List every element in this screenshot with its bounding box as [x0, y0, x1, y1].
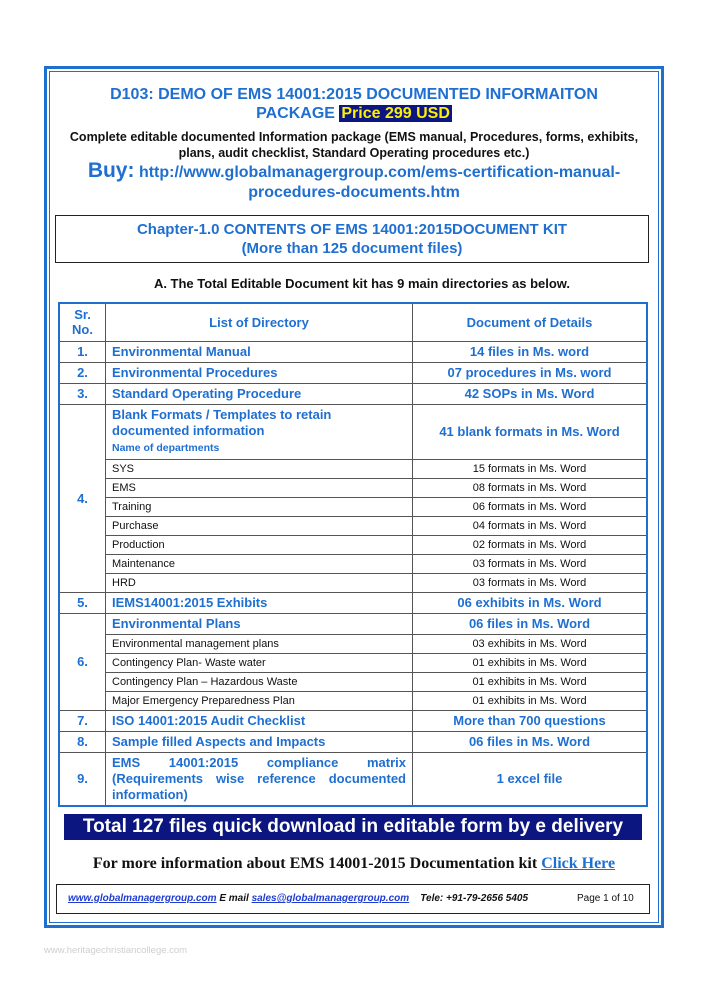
- row-number: 5.: [59, 592, 106, 613]
- table-header-row: [59, 303, 647, 341]
- table-row: [59, 710, 647, 731]
- row-document: 41 blank formats in Ms. Word: [413, 404, 648, 459]
- sub-row-document: 03 formats in Ms. Word: [413, 573, 648, 592]
- chapter-subtitle: (More than 125 document files): [241, 240, 463, 257]
- sub-row: [59, 478, 647, 497]
- row-document: 06 exhibits in Ms. Word: [413, 592, 648, 613]
- chapter-heading-box: [55, 215, 649, 263]
- buy-section: [60, 161, 648, 203]
- sub-row: [59, 672, 647, 691]
- departments-note: Name of departments: [112, 442, 220, 454]
- header-list-of-directory: List of Directory: [106, 303, 413, 341]
- sub-row: [59, 535, 647, 554]
- table-row: [59, 383, 647, 404]
- row-number: 4.: [59, 404, 106, 592]
- row-directory: Environmental Procedures: [106, 362, 413, 383]
- sub-row-document: 15 formats in Ms. Word: [413, 459, 648, 478]
- page-number: Page 1 of 10: [577, 893, 634, 904]
- sub-row-document: 08 formats in Ms. Word: [413, 478, 648, 497]
- row-number: 7.: [59, 710, 106, 731]
- title-line-2: PACKAGE: [256, 105, 340, 122]
- row-directory: [106, 404, 413, 459]
- sub-row-document: 06 formats in Ms. Word: [413, 497, 648, 516]
- row-number: 6.: [59, 613, 106, 710]
- table-row: [59, 362, 647, 383]
- row-directory: EMS 14001:2015 compliance matrix (Requirements wise reference documented information): [106, 752, 413, 806]
- sub-row-name: Major Emergency Preparedness Plan: [106, 691, 413, 710]
- footer-email-label: E mail: [216, 893, 252, 904]
- row-directory: Standard Operating Procedure: [106, 383, 413, 404]
- title-line-1: D103: DEMO OF EMS 14001:2015 DOCUMENTED INFORMAITON: [110, 86, 598, 103]
- row-document: 42 SOPs in Ms. Word: [413, 383, 648, 404]
- row-number: 8.: [59, 731, 106, 752]
- row-directory: Environmental Manual: [106, 341, 413, 362]
- buy-label: Buy:: [87, 159, 135, 182]
- more-info-text: For more information about EMS 14001-2015 Documentation kit: [92, 855, 542, 872]
- row-directory-text: Blank Formats / Templates to retain documented information: [112, 407, 332, 438]
- sub-row-name: Environmental management plans: [106, 634, 413, 653]
- sub-row: [59, 497, 647, 516]
- row-number: 3.: [59, 383, 106, 404]
- sub-row: [59, 573, 647, 592]
- sub-row-document: 04 formats in Ms. Word: [413, 516, 648, 535]
- sub-row-document: 01 exhibits in Ms. Word: [413, 653, 648, 672]
- sub-row-name: HRD: [106, 573, 413, 592]
- row-number: 1.: [59, 341, 106, 362]
- table-row: [59, 592, 647, 613]
- footer-email-link[interactable]: sales@globalmanagergroup.com: [251, 893, 410, 904]
- price-badge: Price 299 USD: [341, 105, 450, 122]
- total-files-banner: Total 127 files quick download in editable form by e delivery: [64, 814, 642, 840]
- sub-row: [59, 459, 647, 478]
- footer-website-link[interactable]: www.globalmanagergroup.com: [68, 893, 217, 904]
- row-directory: Environmental Plans: [106, 613, 413, 634]
- table-row: [59, 731, 647, 752]
- row-document: 1 excel file: [413, 752, 648, 806]
- row-number: 2.: [59, 362, 106, 383]
- sub-row-name: Production: [106, 535, 413, 554]
- table-row: [59, 752, 647, 806]
- sub-row-name: Contingency Plan- Waste water: [106, 653, 413, 672]
- click-here-link[interactable]: Click Here: [541, 855, 616, 872]
- more-info-line: [52, 855, 656, 873]
- row-number: 9.: [59, 752, 106, 806]
- row-document: 06 files in Ms. Word: [413, 613, 648, 634]
- row-directory: IEMS14001:2015 Exhibits: [106, 592, 413, 613]
- watermark-text: www.heritagechristiancollege.com: [44, 945, 188, 956]
- sub-row: [59, 516, 647, 535]
- sub-row-name: SYS: [106, 459, 413, 478]
- chapter-title: Chapter-1.0 CONTENTS OF EMS 14001:2015DOCUMENT KIT: [136, 221, 568, 238]
- header-sr-no: Sr. No.: [59, 303, 106, 341]
- footer-contact: [68, 893, 528, 904]
- sub-row-name: Contingency Plan – Hazardous Waste: [106, 672, 413, 691]
- row-directory: Sample filled Aspects and Impacts: [106, 731, 413, 752]
- sub-row-document: 02 formats in Ms. Word: [413, 535, 648, 554]
- table-row: [59, 404, 647, 459]
- row-document: 07 procedures in Ms. word: [413, 362, 648, 383]
- row-document: 06 files in Ms. Word: [413, 731, 648, 752]
- document-title: [60, 85, 648, 123]
- footer-tele: Tele: +91-79-2656 5405: [420, 893, 529, 904]
- table-row: [59, 613, 647, 634]
- row-directory: ISO 14001:2015 Audit Checklist: [106, 710, 413, 731]
- section-heading: A. The Total Editable Document kit has 9 main directories as below.: [153, 276, 571, 291]
- sub-row-document: 01 exhibits in Ms. Word: [413, 672, 648, 691]
- row-document: 14 files in Ms. word: [413, 341, 648, 362]
- sub-row-name: Training: [106, 497, 413, 516]
- table-row: [59, 341, 647, 362]
- package-description: Complete editable documented Information package (EMS manual, Procedures, forms, exhibits, plans, audit checklist, Standard Operating procedures etc.): [69, 130, 639, 160]
- directory-table: [58, 302, 648, 807]
- header-document-details: Document of Details: [413, 303, 648, 341]
- buy-link[interactable]: http://www.globalmanagergroup.com/ems-certification-manual-procedures-documents.htm: [138, 164, 621, 201]
- sub-row-document: 03 formats in Ms. Word: [413, 554, 648, 573]
- sub-row-name: EMS: [106, 478, 413, 497]
- sub-row: [59, 691, 647, 710]
- sub-row-document: 01 exhibits in Ms. Word: [413, 691, 648, 710]
- sub-row-document: 03 exhibits in Ms. Word: [413, 634, 648, 653]
- sub-row-name: Maintenance: [106, 554, 413, 573]
- sub-row: [59, 634, 647, 653]
- sub-row: [59, 554, 647, 573]
- sub-row: [59, 653, 647, 672]
- sub-row-name: Purchase: [106, 516, 413, 535]
- row-document: More than 700 questions: [413, 710, 648, 731]
